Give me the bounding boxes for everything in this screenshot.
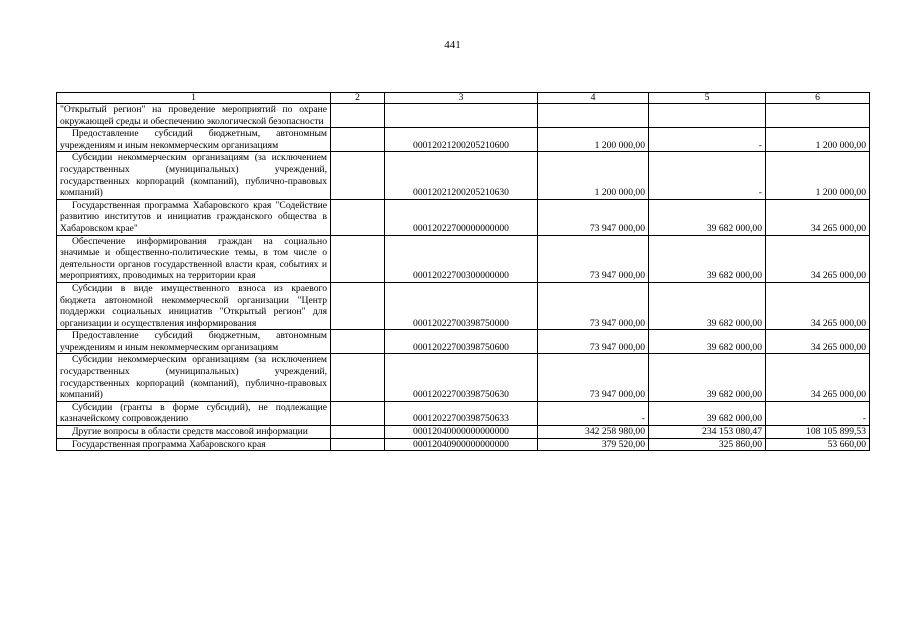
row-value-5: - bbox=[649, 128, 766, 152]
row-col2 bbox=[331, 199, 385, 235]
table-row bbox=[57, 152, 870, 199]
row-value-6: - bbox=[766, 401, 870, 425]
column-header-1: 1 bbox=[57, 93, 331, 104]
row-description: Предоставление субсидий бюджетным, автономным учреждениям и иным некоммерческим организациям bbox=[57, 330, 331, 354]
row-value-4 bbox=[538, 104, 649, 128]
row-col2 bbox=[331, 152, 385, 199]
row-code: 00012022700398750000 bbox=[385, 282, 538, 329]
row-description: "Открытый регион" на проведение мероприятий по охране окружающей среды и обеспечению экологической безопасности bbox=[57, 104, 331, 128]
row-description: Предоставление субсидий бюджетным, автономным учреждениям и иным некоммерческим организациям bbox=[57, 128, 331, 152]
table-row bbox=[57, 426, 870, 439]
row-value-6: 108 105 899,53 bbox=[766, 426, 870, 439]
row-code: 00012022700398750630 bbox=[385, 354, 538, 401]
row-value-5: 39 682 000,00 bbox=[649, 354, 766, 401]
row-value-4: 1 200 000,00 bbox=[538, 128, 649, 152]
table-row bbox=[57, 104, 870, 128]
row-code: 00012040000000000000 bbox=[385, 426, 538, 439]
row-code: 00012022700300000000 bbox=[385, 235, 538, 282]
row-code bbox=[385, 104, 538, 128]
row-value-5: 39 682 000,00 bbox=[649, 282, 766, 329]
row-value-4: - bbox=[538, 401, 649, 425]
column-header-5: 5 bbox=[649, 93, 766, 104]
table-row bbox=[57, 330, 870, 354]
row-col2 bbox=[331, 401, 385, 425]
table-row bbox=[57, 354, 870, 401]
row-code: 00012040900000000000 bbox=[385, 438, 538, 451]
column-header-2: 2 bbox=[331, 93, 385, 104]
row-col2 bbox=[331, 330, 385, 354]
row-value-6: 53 660,00 bbox=[766, 438, 870, 451]
row-value-6 bbox=[766, 104, 870, 128]
row-value-5 bbox=[649, 104, 766, 128]
row-code: 00012022700000000000 bbox=[385, 199, 538, 235]
row-description: Субсидии некоммерческим организациям (за исключением государственных (муниципальных) учреждений, государственных корпораций (компаний), публично-правовых компаний) bbox=[57, 152, 331, 199]
budget-table bbox=[56, 92, 870, 451]
row-col2 bbox=[331, 354, 385, 401]
row-value-5: 39 682 000,00 bbox=[649, 401, 766, 425]
row-description: Государственная программа Хабаровского края bbox=[57, 438, 331, 451]
row-code: 00012021200205210630 bbox=[385, 152, 538, 199]
table-row bbox=[57, 282, 870, 329]
row-value-6: 34 265 000,00 bbox=[766, 354, 870, 401]
column-header-6: 6 bbox=[766, 93, 870, 104]
row-col2 bbox=[331, 438, 385, 451]
row-value-4: 342 258 980,00 bbox=[538, 426, 649, 439]
row-description: Обеспечение информирования граждан на социально значимые и общественно-политические темы, в том числе о деятельности органов государственной власти края, событиях и мероприятиях, проводимых на территории края bbox=[57, 235, 331, 282]
column-header-3: 3 bbox=[385, 93, 538, 104]
row-value-4: 73 947 000,00 bbox=[538, 330, 649, 354]
table-row bbox=[57, 199, 870, 235]
row-description: Другие вопросы в области средств массовой информации bbox=[57, 426, 331, 439]
row-description: Субсидии (гранты в форме субсидий), не подлежащие казначейскому сопровождению bbox=[57, 401, 331, 425]
table-row bbox=[57, 438, 870, 451]
row-value-6: 1 200 000,00 bbox=[766, 152, 870, 199]
row-description: Государственная программа Хабаровского края "Содействие развитию институтов и инициатив гражданского общества в Хабаровском крае" bbox=[57, 199, 331, 235]
row-col2 bbox=[331, 426, 385, 439]
row-col2 bbox=[331, 104, 385, 128]
row-value-4: 73 947 000,00 bbox=[538, 282, 649, 329]
row-value-5: 39 682 000,00 bbox=[649, 330, 766, 354]
row-value-6: 1 200 000,00 bbox=[766, 128, 870, 152]
row-value-6: 34 265 000,00 bbox=[766, 199, 870, 235]
row-col2 bbox=[331, 282, 385, 329]
row-value-6: 34 265 000,00 bbox=[766, 235, 870, 282]
row-description: Субсидии некоммерческим организациям (за исключением государственных (муниципальных) учреждений, государственных корпораций (компаний), публично-правовых компаний) bbox=[57, 354, 331, 401]
row-value-4: 73 947 000,00 bbox=[538, 235, 649, 282]
row-value-4: 379 520,00 bbox=[538, 438, 649, 451]
row-code: 00012021200205210600 bbox=[385, 128, 538, 152]
row-code: 00012022700398750633 bbox=[385, 401, 538, 425]
table-row bbox=[57, 128, 870, 152]
table-row bbox=[57, 235, 870, 282]
page-number: 441 bbox=[444, 39, 461, 51]
row-value-5: - bbox=[649, 152, 766, 199]
column-header-4: 4 bbox=[538, 93, 649, 104]
row-value-5: 39 682 000,00 bbox=[649, 199, 766, 235]
row-value-4: 1 200 000,00 bbox=[538, 152, 649, 199]
row-value-6: 34 265 000,00 bbox=[766, 330, 870, 354]
row-description: Субсидии в виде имущественного взноса из краевого бюджета автономной некоммерческой организации "Центр поддержки социальных инициатив "Открытый регион" для организации и осуществления информирования bbox=[57, 282, 331, 329]
row-value-6: 34 265 000,00 bbox=[766, 282, 870, 329]
row-value-5: 325 860,00 bbox=[649, 438, 766, 451]
row-value-5: 39 682 000,00 bbox=[649, 235, 766, 282]
row-col2 bbox=[331, 128, 385, 152]
row-value-4: 73 947 000,00 bbox=[538, 354, 649, 401]
table-row bbox=[57, 401, 870, 425]
row-value-4: 73 947 000,00 bbox=[538, 199, 649, 235]
row-value-5: 234 153 080,47 bbox=[649, 426, 766, 439]
row-code: 00012022700398750600 bbox=[385, 330, 538, 354]
row-col2 bbox=[331, 235, 385, 282]
table-header-row bbox=[57, 93, 870, 104]
